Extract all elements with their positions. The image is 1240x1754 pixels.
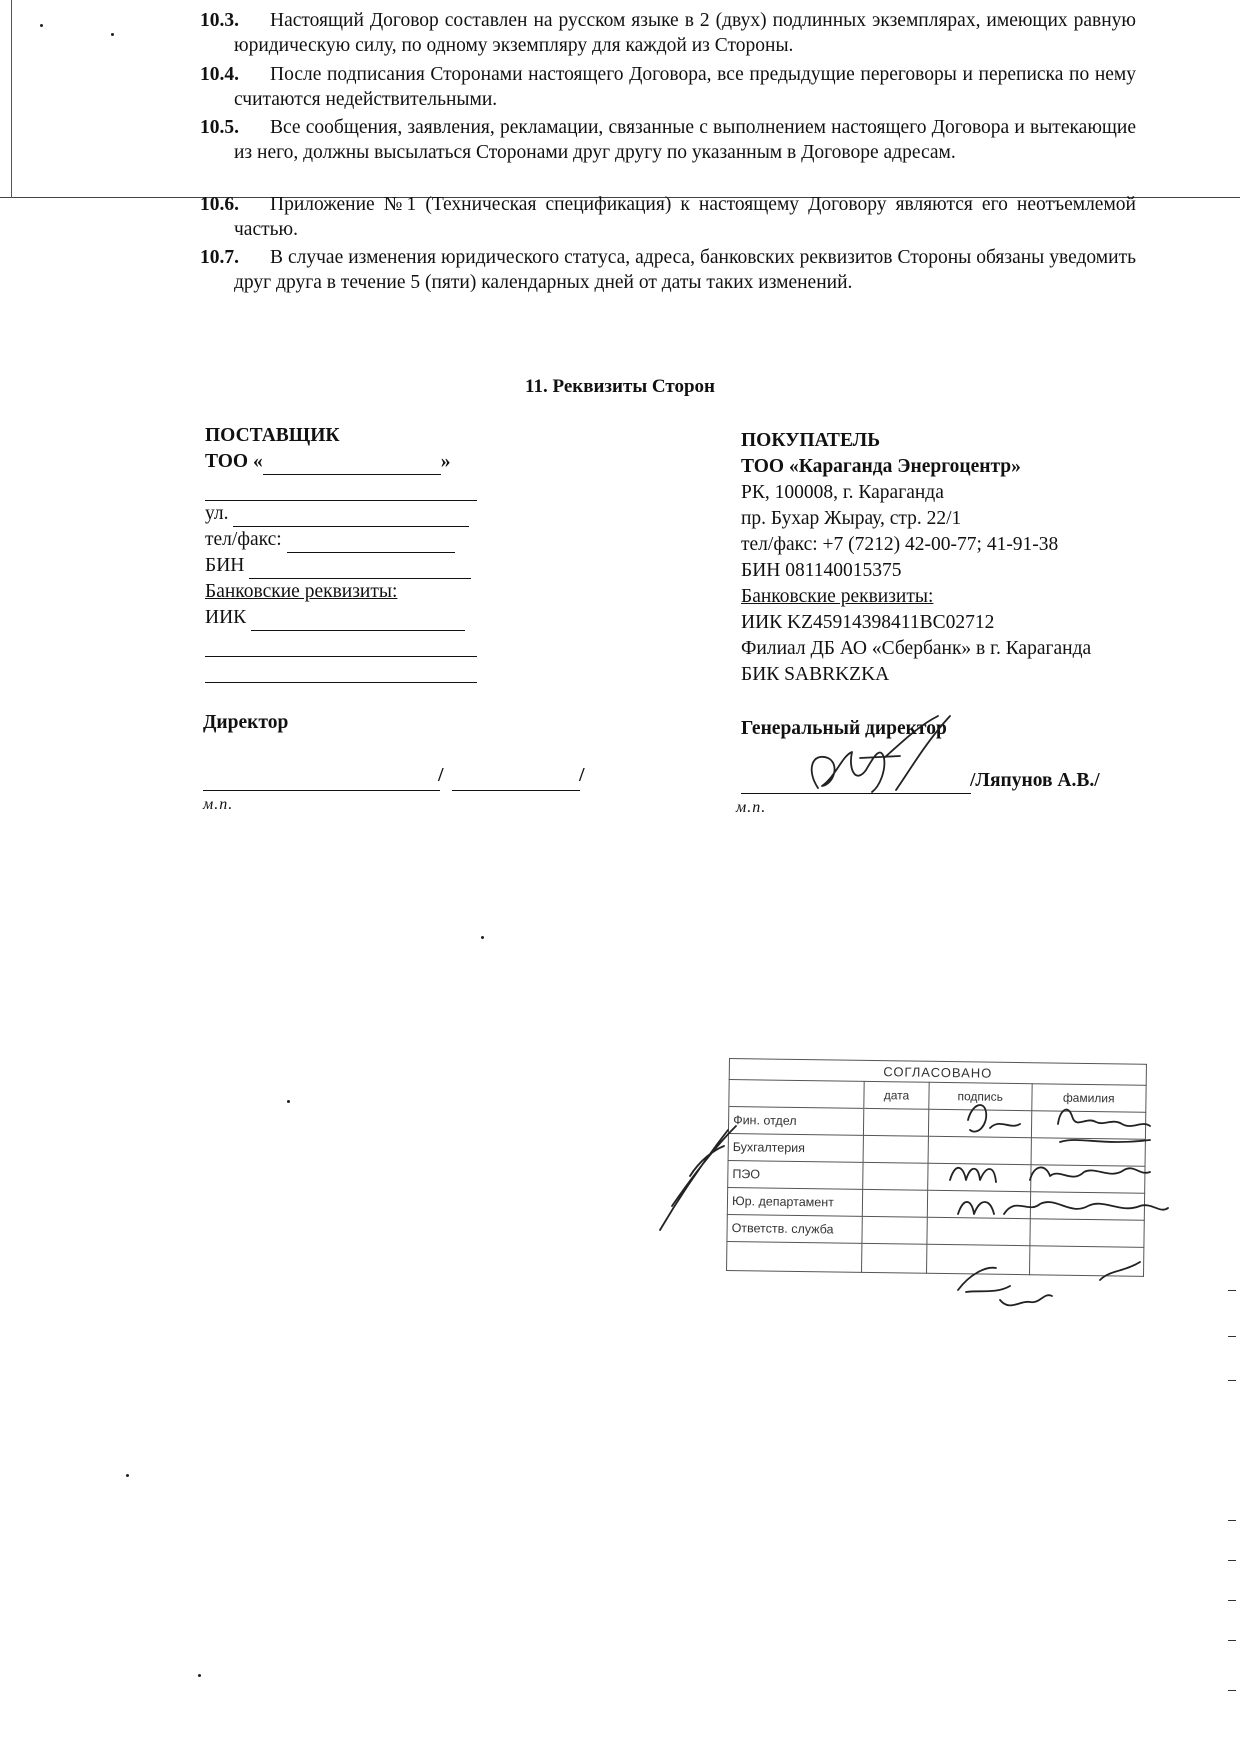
buyer-bik: БИК SABRKZKA <box>741 664 890 685</box>
clause-text: После подписания Сторонами настоящего Договора, все предыдущие переговоры и переписка по нему считаются недействительными. <box>234 64 1136 110</box>
supplier-org-prefix: ТОО « <box>205 451 263 472</box>
scan-dot <box>40 24 43 27</box>
scan-dot <box>111 33 114 36</box>
supplier-bin-label: БИН <box>205 555 245 576</box>
supplier-phone-blank <box>287 532 455 553</box>
supplier-phone-label: тел/факс: <box>205 529 282 550</box>
scan-dot <box>481 936 484 939</box>
scan-dot <box>287 1100 290 1103</box>
clause-text: Все сообщения, заявления, рекламации, связанные с выполнением настоящего Договора и вытекающие из него, должны высылаться Сторонами друг другу по указанным в Договоре адресам. <box>234 117 1136 163</box>
scan-edge-mark <box>1228 1380 1236 1381</box>
clause-10-5 <box>200 115 1136 165</box>
stamp-signature <box>660 1126 736 1230</box>
approval-row-label: Фин. отдел <box>728 1107 863 1136</box>
scan-edge-mark <box>1228 1640 1236 1641</box>
scan-dot <box>198 1674 201 1677</box>
approval-table <box>726 1058 1147 1277</box>
clause-number: 10.5. <box>200 117 239 138</box>
buyer-bin: БИН 081140015375 <box>741 560 902 581</box>
supplier-iik-blank <box>251 610 465 631</box>
clause-number: 10.4. <box>200 64 239 85</box>
supplier-blank-line <box>205 475 485 501</box>
buyer-address-1: РК, 100008, г. Караганда <box>741 482 944 503</box>
buyer-details <box>741 428 1161 688</box>
buyer-address-2: пр. Бухар Жырау, стр. 22/1 <box>741 508 962 529</box>
signature-slash: / <box>438 764 444 786</box>
buyer-signer-role: Генеральный директор <box>741 718 947 739</box>
supplier-signature-line <box>203 790 440 791</box>
supplier-blank-line <box>205 657 485 683</box>
buyer-phone: тел/факс: +7 (7212) 42-00-77; 41-91-38 <box>741 534 1059 555</box>
clause-number: 10.7. <box>200 247 239 268</box>
approval-col-date: дата <box>864 1081 929 1109</box>
supplier-heading: ПОСТАВЩИК <box>205 425 340 446</box>
buyer-heading: ПОКУПАТЕЛЬ <box>741 430 881 451</box>
approval-title: СОГЛАСОВАНО <box>729 1059 1146 1086</box>
scan-edge-mark <box>1228 1690 1236 1691</box>
scan-dot <box>126 1474 129 1477</box>
scan-edge-mark <box>1228 1520 1236 1521</box>
scan-edge-mark <box>1228 1290 1236 1291</box>
supplier-org <box>205 449 485 475</box>
clause-10-7 <box>200 245 1136 295</box>
buyer-signature-line <box>741 793 971 794</box>
supplier-street-row <box>205 501 485 527</box>
supplier-seal-mark: м.п. <box>203 796 234 813</box>
clause-text: В случае изменения юридического статуса, адреса, банковских реквизитов Стороны обязаны уведомить друг друга в течение 5 (пяти) календарных дней от даты таких изменений. <box>234 247 1136 293</box>
supplier-details <box>205 423 485 683</box>
supplier-org-blank <box>263 454 441 475</box>
supplier-iik-row <box>205 605 485 631</box>
buyer-branch: Филиал ДБ АО «Сбербанк» в г. Караганда <box>741 638 1092 659</box>
approval-col-surname: фамилия <box>1031 1084 1146 1113</box>
approval-row-label: Ответств. служба <box>727 1214 862 1243</box>
scan-edge-mark <box>1228 1600 1236 1601</box>
supplier-blank-line <box>205 631 485 657</box>
supplier-org-suffix: » <box>440 451 451 472</box>
approval-row-label: ПЭО <box>728 1160 863 1189</box>
clause-10-4 <box>200 62 1136 112</box>
supplier-signer-role: Директор <box>203 712 289 733</box>
section-title: 11. Реквизиты Сторон <box>525 376 715 397</box>
clause-10-6 <box>200 192 1136 242</box>
buyer-org: ТОО «Караганда Энергоцентр» <box>741 456 1021 477</box>
scan-edge-mark <box>1228 1336 1236 1337</box>
clause-number: 10.6. <box>200 194 239 215</box>
supplier-street-blank <box>233 506 469 527</box>
approval-row-label: Юр. департамент <box>727 1187 862 1216</box>
clause-text: Настоящий Договор составлен на русском языке в 2 (двух) подлинных экземплярах, имеющих равную юридическую силу, по одному экземпляру для каждой из Стороны. <box>234 10 1136 56</box>
approval-stamp <box>726 1058 1149 1264</box>
approval-col-signature: подпись <box>929 1082 1032 1110</box>
buyer-seal-mark: м.п. <box>736 799 767 816</box>
buyer-iik: ИИК KZ45914398411BC02712 <box>741 612 995 633</box>
supplier-bin-row <box>205 553 485 579</box>
supplier-name-line <box>452 790 580 791</box>
scan-edge-mark <box>1228 1560 1236 1561</box>
clause-10-3 <box>200 8 1136 58</box>
signature-slash: / <box>579 764 585 786</box>
clause-number: 10.3. <box>200 10 239 31</box>
clause-text: Приложение №1 (Техническая спецификация) к настоящему Договору являются его неотъемлемой частью. <box>234 194 1136 240</box>
buyer-bank-label: Банковские реквизиты: <box>741 586 934 607</box>
supplier-bin-blank <box>249 558 471 579</box>
supplier-iik-label: ИИК <box>205 607 247 628</box>
supplier-bank-label: Банковские реквизиты: <box>205 581 398 602</box>
scan-margin-line <box>11 0 12 198</box>
approval-row-label: Бухгалтерия <box>728 1133 863 1162</box>
buyer-signer-name: /Ляпунов А.В./ <box>970 770 1100 791</box>
supplier-phone-row <box>205 527 485 553</box>
supplier-street-label: ул. <box>205 503 229 524</box>
